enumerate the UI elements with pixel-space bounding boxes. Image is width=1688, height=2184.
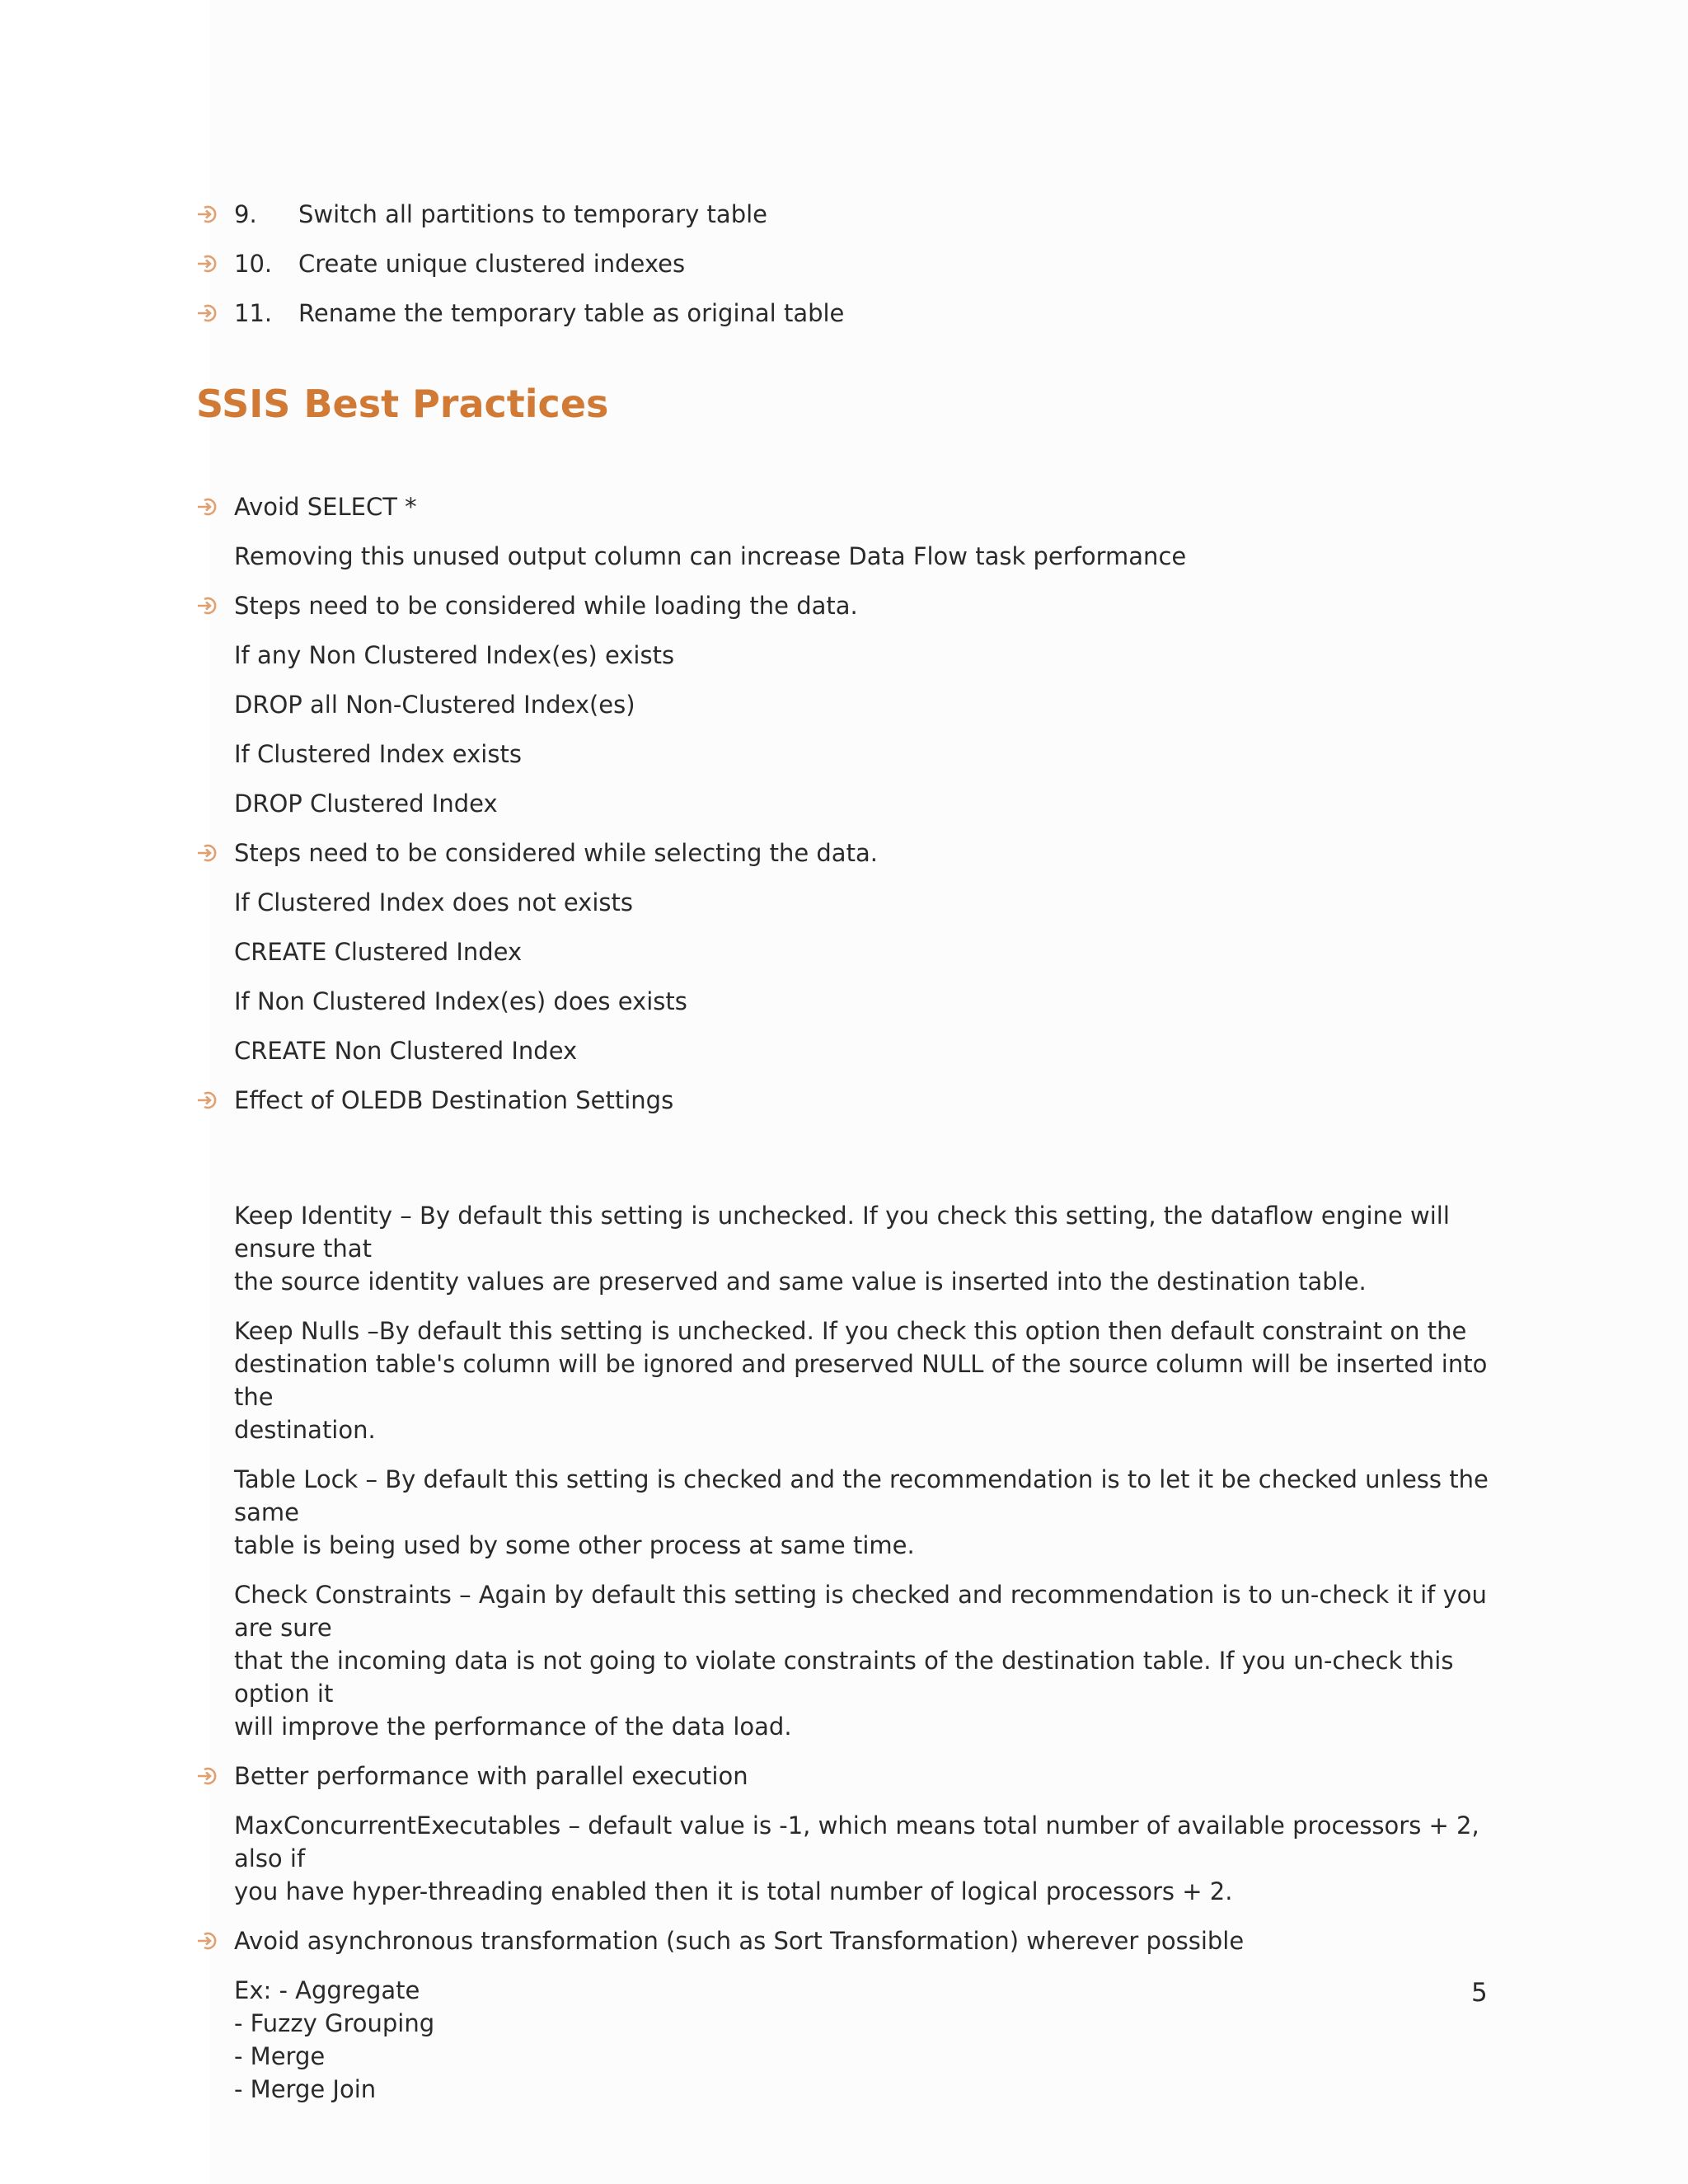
step-number: 11. bbox=[234, 299, 273, 327]
page-number: 5 bbox=[1471, 1978, 1488, 2008]
step-number: 10. bbox=[234, 250, 273, 278]
practice-title: Steps need to be considered while loading the data. bbox=[234, 592, 858, 620]
practice-title: Effect of OLEDB Destination Settings bbox=[234, 1086, 674, 1114]
paragraph-line: Keep Nulls –By default this setting is unchecked. If you check this option then default constraint on the bbox=[234, 1317, 1467, 1345]
paragraph-line: you have hyper-threading enabled then it is total number of logical processors + 2. bbox=[234, 1877, 1233, 1905]
keep-identity-paragraph bbox=[196, 1199, 1503, 1298]
practice-line: DROP all Non-Clustered Index(es) bbox=[234, 691, 635, 719]
paragraph-line: Keep Identity – By default this setting is unchecked. If you check this setting, the dataflow engine will ensure that bbox=[234, 1202, 1450, 1263]
practice-title: Avoid SELECT * bbox=[234, 493, 417, 521]
table-lock-paragraph bbox=[196, 1463, 1503, 1562]
section-heading: SSIS Best Practices bbox=[196, 382, 609, 426]
keep-nulls-paragraph bbox=[196, 1315, 1503, 1446]
practice-line: DROP Clustered Index bbox=[234, 790, 498, 818]
paragraph-line: MaxConcurrentExecutables – default value is -1, which means total number of available processors + 2, also if bbox=[234, 1811, 1479, 1872]
paragraph-line: Check Constraints – Again by default this setting is checked and recommendation is to un-check it if you are sure bbox=[234, 1581, 1487, 1642]
example-item: - Merge bbox=[234, 2042, 326, 2070]
practice-line: CREATE Clustered Index bbox=[234, 938, 523, 966]
practice-bullet bbox=[196, 589, 1498, 622]
practice-line: If Clustered Index does not exists bbox=[234, 888, 633, 916]
arrow-bullet-icon bbox=[196, 304, 218, 322]
example-item: Ex: - Aggregate bbox=[234, 1976, 420, 2004]
practice-bullet bbox=[196, 1084, 1498, 1117]
arrow-bullet-icon bbox=[196, 844, 218, 862]
paragraph-line: that the incoming data is not going to violate constraints of the destination table. If you un-check this option it bbox=[234, 1647, 1454, 1708]
step-text: Rename the temporary table as original table bbox=[298, 299, 845, 327]
practice-line: If Clustered Index exists bbox=[234, 740, 522, 768]
spacer bbox=[196, 1133, 1498, 1199]
step-text: Switch all partitions to temporary table bbox=[298, 200, 767, 228]
step-number: 9. bbox=[234, 200, 257, 228]
step-text: Create unique clustered indexes bbox=[298, 250, 686, 278]
practice-title: Steps need to be considered while selecting the data. bbox=[234, 839, 878, 867]
parallel-paragraph bbox=[196, 1809, 1503, 1908]
practice-bullet bbox=[196, 837, 1498, 869]
numbered-step bbox=[196, 198, 1498, 231]
practice-line: If Non Clustered Index(es) does exists bbox=[234, 987, 687, 1015]
arrow-bullet-icon bbox=[196, 1091, 218, 1109]
numbered-step bbox=[196, 297, 1498, 330]
numbered-step bbox=[196, 247, 1498, 280]
arrow-bullet-icon bbox=[196, 498, 218, 516]
practice-detail: Removing this unused output column can increase Data Flow task performance bbox=[234, 542, 1187, 570]
example-item: - Merge Join bbox=[234, 2075, 377, 2103]
check-constraints-paragraph bbox=[196, 1578, 1503, 1743]
examples-list bbox=[196, 1974, 1503, 2106]
arrow-bullet-icon bbox=[196, 255, 218, 273]
practice-bullet bbox=[196, 1760, 1498, 1793]
paragraph-line: Table Lock – By default this setting is checked and the recommendation is to let it be checked unless the same bbox=[234, 1465, 1489, 1526]
practice-bullet bbox=[196, 490, 1498, 523]
arrow-bullet-icon bbox=[196, 1932, 218, 1950]
arrow-bullet-icon bbox=[196, 1767, 218, 1785]
practice-bullet bbox=[196, 1924, 1498, 1957]
paragraph-line: table is being used by some other process at same time. bbox=[234, 1531, 915, 1559]
arrow-bullet-icon bbox=[196, 205, 218, 223]
practice-line: CREATE Non Clustered Index bbox=[234, 1037, 578, 1065]
example-item: - Fuzzy Grouping bbox=[234, 2009, 435, 2037]
page-content bbox=[196, 198, 1498, 2122]
practice-title: Avoid asynchronous transformation (such as Sort Transformation) wherever possible bbox=[234, 1927, 1245, 1955]
paragraph-line: the source identity values are preserved and same value is inserted into the destination table. bbox=[234, 1268, 1367, 1296]
paragraph-line: destination table's column will be ignored and preserved NULL of the source column will be inserted into the bbox=[234, 1350, 1488, 1411]
practice-title: Better performance with parallel execution bbox=[234, 1762, 748, 1790]
paragraph-line: will improve the performance of the data load. bbox=[234, 1713, 792, 1741]
arrow-bullet-icon bbox=[196, 597, 218, 615]
paragraph-line: destination. bbox=[234, 1416, 376, 1444]
practice-line: If any Non Clustered Index(es) exists bbox=[234, 641, 675, 669]
